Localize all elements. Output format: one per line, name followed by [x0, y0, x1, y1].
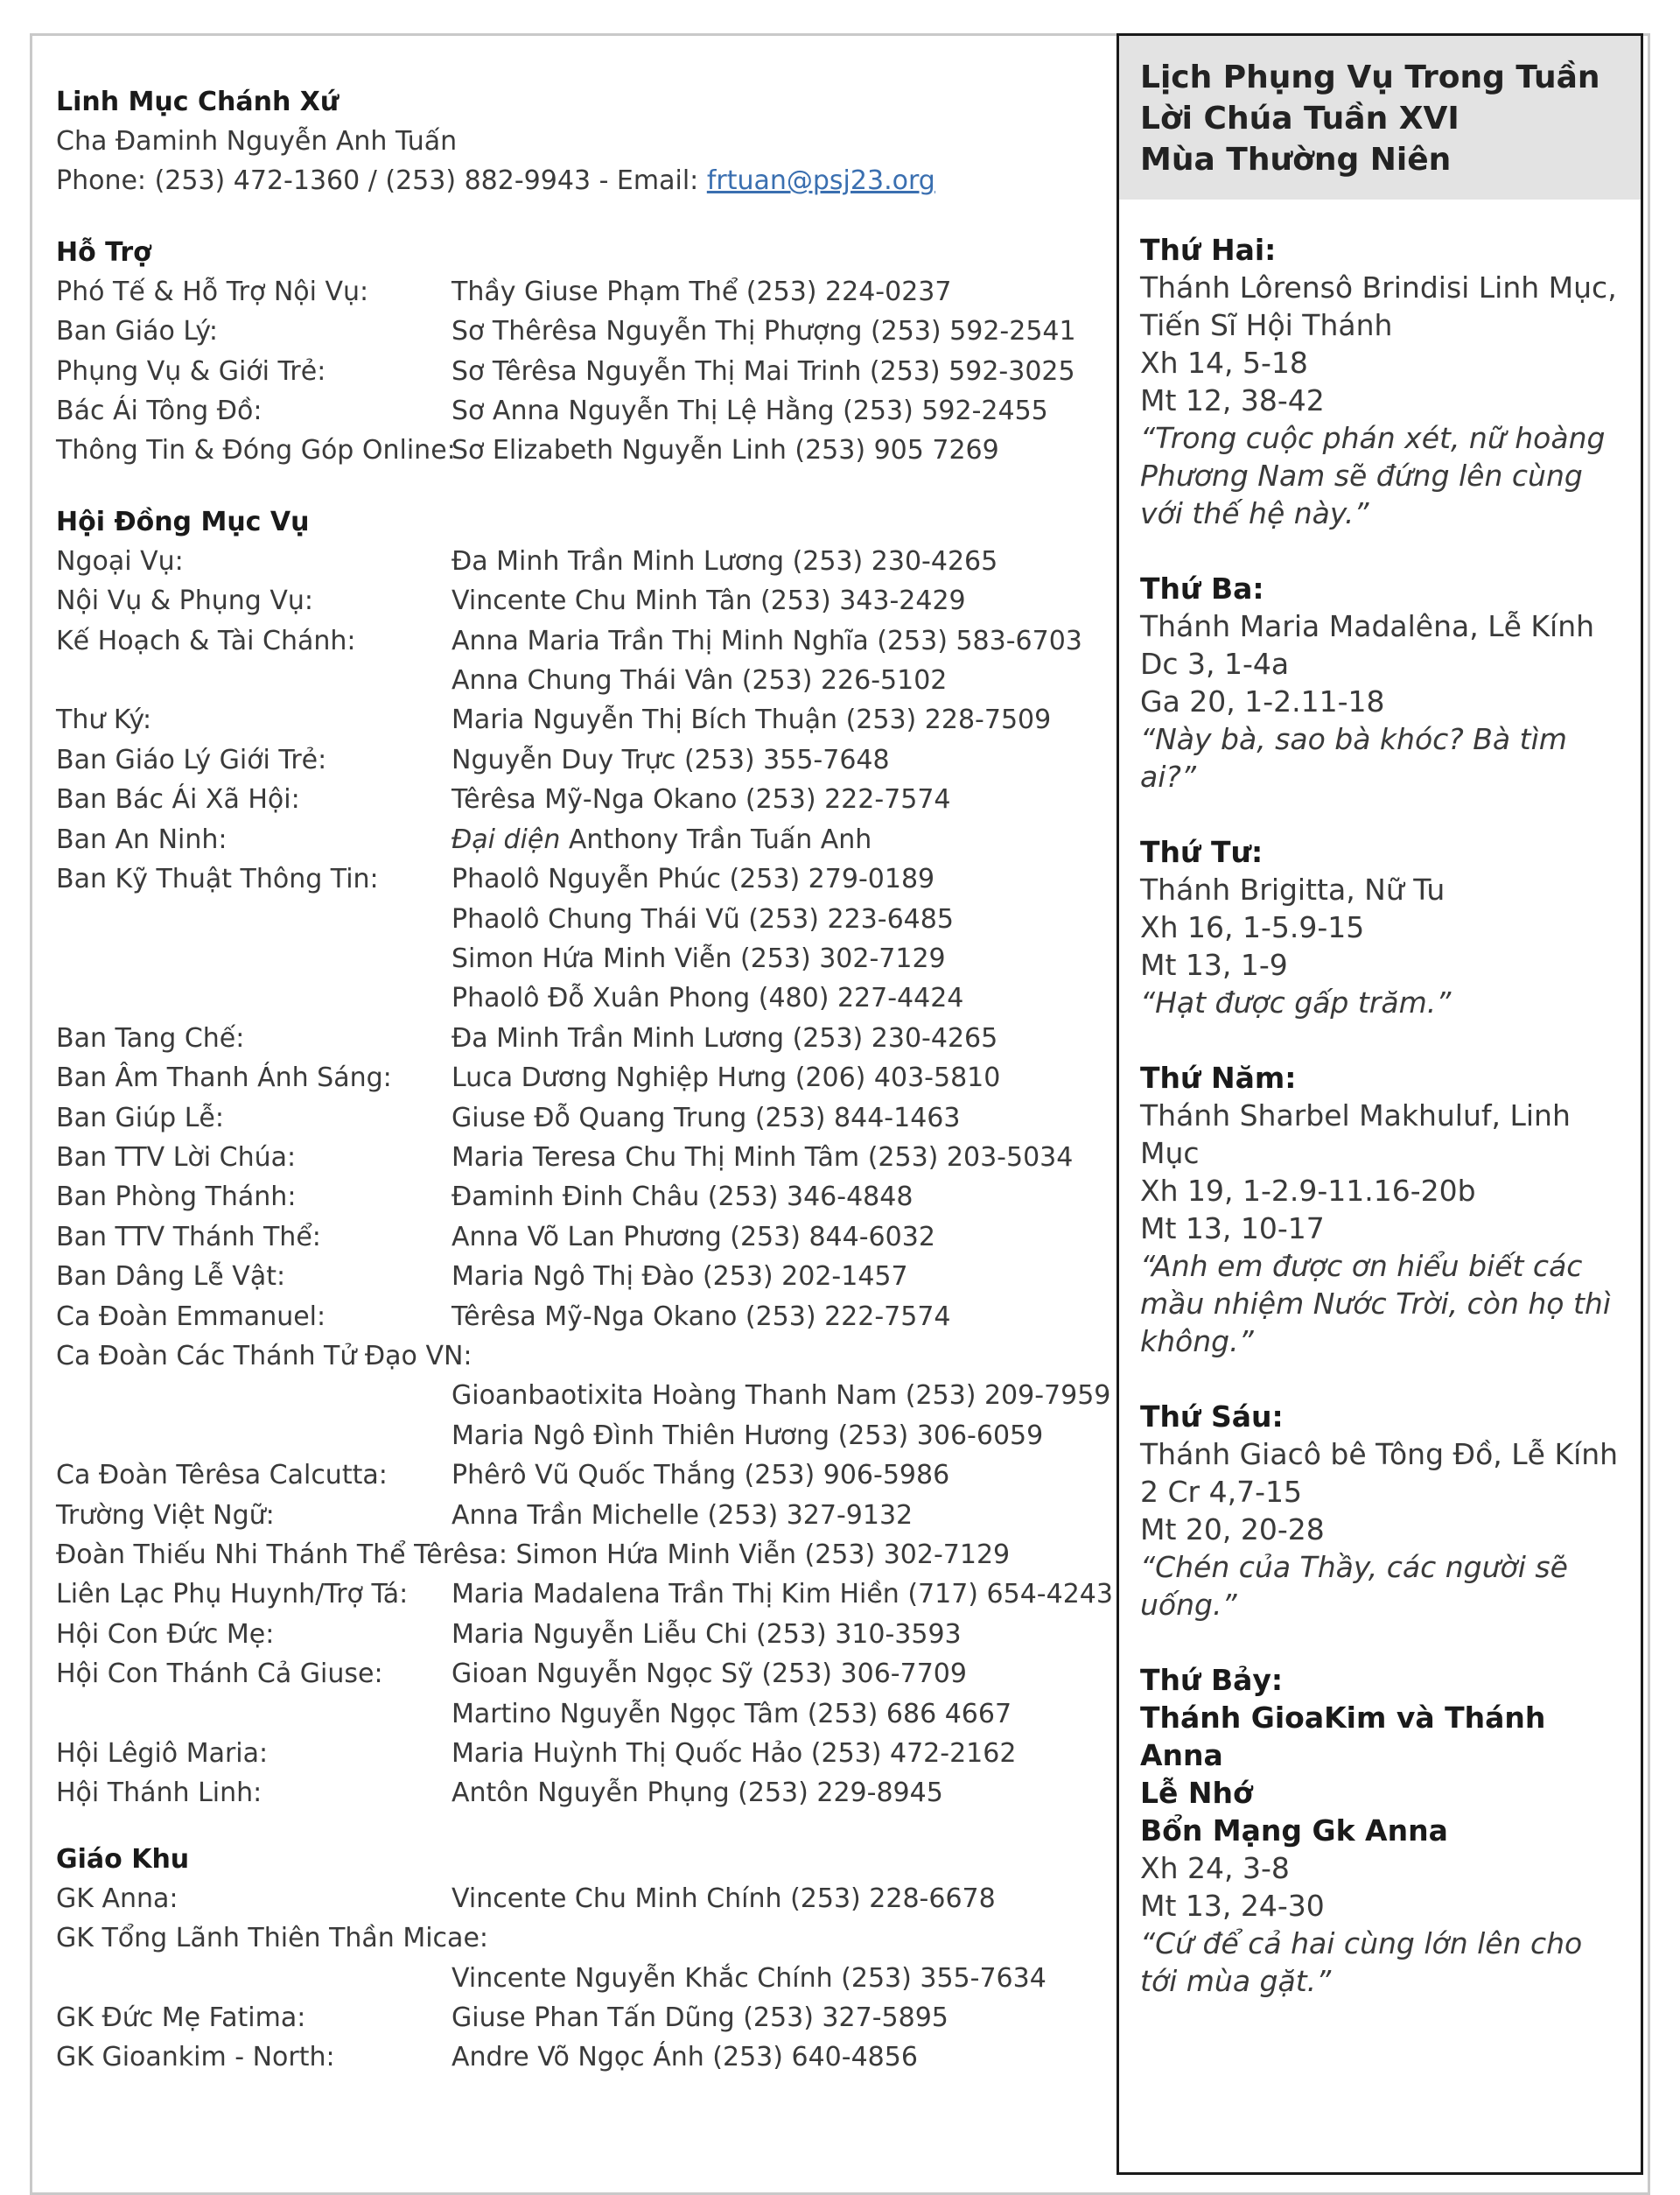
list-item	[56, 1416, 1088, 1455]
list-item	[56, 431, 1088, 470]
weekday-list	[1140, 231, 1620, 1623]
row-label	[56, 978, 452, 1018]
day-entry	[1140, 1059, 1620, 1360]
day-title: Thứ Sáu:	[1140, 1399, 1284, 1434]
choir-vn-label: Ca Đoàn Các Thánh Tử Đạo VN:	[56, 1340, 472, 1371]
list-item	[56, 1773, 1088, 1813]
list-item	[56, 581, 1088, 621]
row-value: Maria Ngô Thị Đào (253) 202-1457	[452, 1261, 908, 1293]
reading-line: Thánh Brigitta, Nữ Tu	[1140, 873, 1446, 907]
schedule-header	[1119, 36, 1641, 200]
support-list	[56, 272, 1088, 471]
gospel-quote: “Trong cuộc phán xét, nữ hoàng Phương Nam sẽ đứng lên cùng với thế hệ này.”	[1140, 421, 1606, 530]
row-label: Hội Con Thánh Cả Giuse:	[56, 1659, 383, 1690]
row-value: Thầy Giuse Phạm Thể (253) 224-0237	[452, 276, 952, 307]
reading-line: Mt 20, 20-28	[1140, 1512, 1325, 1546]
row-value: Gioan Nguyễn Ngọc Sỹ (253) 306-7709	[452, 1659, 967, 1690]
list-item	[56, 391, 1088, 431]
row-value: Sơ Têrêsa Nguyễn Thị Mai Trinh (253) 592-3025	[452, 355, 1075, 387]
row-label: Ban Dâng Lễ Vật:	[56, 1261, 286, 1293]
row-value: Giuse Đỗ Quang Trung (253) 844-1463	[452, 1102, 961, 1133]
row-label	[56, 661, 452, 700]
day-title: Thứ Bảy:	[1140, 1663, 1284, 1697]
row-value: Têrêsa Mỹ-Nga Okano (253) 222-7574	[452, 784, 951, 816]
reading-line: Thánh Giacô bê Tông Đồ, Lễ Kính	[1140, 1437, 1619, 1471]
row-value: Andre Võ Ngọc Ánh (253) 640-4856	[452, 2042, 918, 2073]
list-item	[56, 352, 1088, 391]
row-label: Ban Bác Ái Xã Hội:	[56, 784, 300, 816]
list-item	[56, 1496, 1088, 1535]
reading-line: Xh 19, 1-2.9-11.16-20b	[1140, 1174, 1476, 1208]
pastor-contact	[56, 161, 1088, 200]
row-value: Anna Trần Michelle (253) 327-9132	[452, 1499, 914, 1531]
reading-line: Xh 24, 3-8	[1140, 1851, 1290, 1885]
schedule-body	[1119, 200, 1641, 2000]
row-value: Martino Nguyễn Ngọc Tâm (253) 686 4667	[452, 1698, 1012, 1729]
row-value: Đaminh Đinh Châu (253) 346-4848	[452, 1182, 914, 1213]
reading-line: Ga 20, 1-2.11-18	[1140, 684, 1385, 719]
micae-value: Vincente Nguyễn Khắc Chính (253) 355-7634	[452, 1962, 1046, 1994]
list-item	[56, 1058, 1088, 1098]
row-value: Maria Teresa Chu Thị Minh Tâm (253) 203-5034	[452, 1141, 1074, 1173]
reading-line: Mt 13, 10-17	[1140, 1211, 1325, 1245]
reading-line: Mt 13, 24-30	[1140, 1889, 1325, 1923]
row-value: Giuse Phan Tấn Dũng (253) 327-5895	[452, 2002, 948, 2034]
reading-line: Thánh Maria Madalêna, Lễ Kính	[1140, 609, 1595, 643]
row-label: Hội Thánh Linh:	[56, 1778, 262, 1809]
row-label	[56, 1376, 452, 1415]
row-label	[56, 939, 452, 978]
row-label: Hội Con Đức Mẹ:	[56, 1618, 275, 1650]
row-value: Maria Ngô Đình Thiên Hương (253) 306-6059	[452, 1420, 1044, 1451]
day-entry	[1140, 1398, 1620, 1623]
list-item	[56, 621, 1088, 661]
reading-line: Tiến Sĩ Hội Thánh	[1140, 308, 1393, 342]
list-item	[56, 978, 1088, 1018]
list-item	[56, 272, 1088, 312]
list-item	[56, 1734, 1088, 1773]
day-title: Thứ Năm:	[1140, 1061, 1297, 1095]
list-item	[56, 1879, 1088, 1918]
council-list	[56, 542, 1088, 820]
list-item	[56, 661, 1088, 700]
list-item	[56, 1098, 1088, 1138]
list-item	[56, 1217, 1088, 1257]
list-item	[56, 1376, 1111, 1415]
gospel-quote: “Chén của Thầy, các người sẽ uống.”	[1140, 1550, 1568, 1622]
day-entry	[1140, 231, 1620, 532]
row-label: Ngoại Vụ:	[56, 545, 184, 577]
pastor-title: Linh Mục Chánh Xứ	[56, 87, 340, 117]
row-label: GK Anna:	[56, 1883, 178, 1914]
feast-line: Bổn Mạng Gk Anna	[1140, 1813, 1448, 1848]
list-item	[56, 740, 1088, 780]
row-value: Sơ Anna Nguyễn Thị Lệ Hằng (253) 592-2455	[452, 396, 1048, 427]
row-label: Ban Phòng Thánh:	[56, 1182, 297, 1213]
reading-line: Dc 3, 1-4a	[1140, 647, 1290, 681]
liturgy-schedule-panel	[1116, 33, 1643, 2175]
row-value: Nguyễn Duy Trực (253) 355-7648	[452, 744, 890, 775]
row-value: Maria Huỳnh Thị Quốc Hảo (253) 472-2162	[452, 1738, 1017, 1770]
pastor-phone: Phone: (253) 472-1360 / (253) 882-9943 - Email:	[56, 165, 707, 197]
row-value: Anna Võ Lan Phương (253) 844-6032	[452, 1221, 935, 1252]
pastor-name: Cha Đaminh Nguyễn Anh Tuấn	[56, 126, 458, 157]
list-item	[56, 939, 1088, 978]
row-label: Ban Kỹ Thuật Thông Tin:	[56, 864, 379, 895]
row-label: Ban Âm Thanh Ánh Sáng:	[56, 1062, 392, 1094]
row-label: Nội Vụ & Phụng Vụ:	[56, 586, 314, 617]
row-label: Ca Đoàn Têrêsa Calcutta:	[56, 1460, 388, 1491]
row-value: Anna Maria Trần Thị Minh Nghĩa (253) 583-6703	[452, 625, 1082, 656]
reading-line: Mt 12, 38-42	[1140, 383, 1325, 417]
list-item	[56, 1138, 1088, 1177]
row-label: Thư Ký:	[56, 705, 152, 736]
day-title: Thứ Ba:	[1140, 572, 1264, 606]
row-value: Vincente Chu Minh Tân (253) 343-2429	[452, 586, 966, 617]
district-list	[56, 1998, 1088, 2078]
row-label: Thông Tin & Đóng Góp Online:	[56, 435, 456, 466]
row-value: Maria Madalena Trần Thị Kim Hiền (717) 654-4243	[452, 1579, 1113, 1610]
gospel-quote: “Anh em được ơn hiểu biết các mầu nhiệm Nước Trời, còn họ thì không.”	[1140, 1249, 1611, 1358]
list-item	[56, 1257, 1088, 1296]
feast-line: Lễ Nhớ	[1140, 1776, 1253, 1810]
districts-title: Giáo Khu	[56, 1843, 190, 1875]
schedule-heading-line: Lời Chúa Tuần XVI	[1140, 101, 1460, 137]
row-value	[452, 820, 872, 859]
pastor-email-link[interactable]: frtuan@psj23.org	[706, 165, 935, 197]
list-item	[56, 1455, 1088, 1495]
reading-line: Xh 16, 1-5.9-15	[1140, 910, 1365, 944]
reading-line: Mt 13, 1-9	[1140, 948, 1288, 982]
schedule-heading-line: Mùa Thường Niên	[1140, 142, 1452, 178]
row-label: GK Đức Mẹ Fatima:	[56, 2002, 306, 2034]
list-item	[56, 1177, 1088, 1217]
row-label: Bác Ái Tông Đồ:	[56, 396, 262, 427]
list-item	[56, 780, 1088, 819]
row-label	[56, 1694, 452, 1734]
row-label: Ban Giáo Lý Giới Trẻ:	[56, 744, 327, 775]
gospel-quote: “Cứ để cả hai cùng lớn lên cho tới mùa gặt.”	[1140, 1926, 1583, 1998]
schedule-heading-line: Lịch Phụng Vụ Trong Tuần	[1140, 60, 1600, 95]
row-label: Ban An Ninh:	[56, 824, 228, 855]
row-label: Phó Tế & Hỗ Trợ Nội Vụ:	[56, 276, 369, 307]
list-item	[56, 1019, 1088, 1058]
day-saturday	[1140, 1661, 1620, 2000]
reading-line: Thánh Sharbel Makhuluf, Linh Mục	[1140, 1098, 1571, 1170]
security-name: Anthony Trần Tuấn Anh	[560, 824, 872, 855]
council-title: Hội Đồng Mục Vụ	[56, 506, 310, 537]
row-value: Simon Hứa Minh Viễn (253) 302-7129	[452, 943, 946, 974]
council-list-2	[56, 859, 1088, 1336]
row-value: Phaolô Nguyễn Phúc (253) 279-0189	[452, 864, 935, 895]
row-value: Sơ Thêrêsa Nguyễn Thị Phượng (253) 592-2541	[452, 316, 1076, 347]
list-item	[56, 820, 1088, 859]
list-item	[56, 1615, 1088, 1654]
list-item	[56, 700, 1088, 740]
gospel-quote: “Hạt được gấp trăm.”	[1140, 985, 1452, 1020]
row-value: Antôn Nguyễn Phụng (253) 229-8945	[452, 1778, 943, 1809]
row-label: Ban Tang Chế:	[56, 1022, 245, 1054]
tntt-line: Đoàn Thiếu Nhi Thánh Thể Têrêsa: Simon Hứa Minh Viễn (253) 302-7129	[56, 1539, 1011, 1570]
row-label: Ban TTV Thánh Thể:	[56, 1221, 321, 1252]
security-prefix: Đại diện	[452, 824, 561, 855]
support-title: Hỗ Trợ	[56, 236, 151, 268]
row-value: Vincente Chu Minh Chính (253) 228-6678	[452, 1883, 996, 1914]
council-list-3	[56, 1376, 1111, 1535]
row-label: Kế Hoạch & Tài Chánh:	[56, 625, 356, 656]
row-value: Đa Minh Trần Minh Lương (253) 230-4265	[452, 545, 998, 577]
row-label: Trường Việt Ngữ:	[56, 1499, 275, 1531]
row-label	[56, 1416, 452, 1455]
row-value: Têrêsa Mỹ-Nga Okano (253) 222-7574	[452, 1301, 951, 1332]
day-entry	[1140, 833, 1620, 1021]
list-item	[56, 859, 1088, 899]
feast-line: Thánh GioaKim và Thánh Anna	[1140, 1701, 1546, 1772]
row-value: Phaolô Đỗ Xuân Phong (480) 227-4424	[452, 983, 964, 1014]
list-item	[56, 312, 1088, 351]
row-value: Anna Chung Thái Vân (253) 226-5102	[452, 665, 948, 697]
list-item	[56, 1654, 1088, 1694]
row-label: Phụng Vụ & Giới Trẻ:	[56, 355, 326, 387]
list-item	[56, 1694, 1088, 1734]
row-label: Ban Giáo Lý:	[56, 316, 219, 347]
row-value: Maria Nguyễn Liễu Chi (253) 310-3593	[452, 1618, 962, 1650]
row-label: Ban TTV Lời Chúa:	[56, 1141, 297, 1173]
reading-line: Thánh Lôrensô Brindisi Linh Mục,	[1140, 270, 1617, 305]
list-item	[56, 1297, 1088, 1336]
row-label: Liên Lạc Phụ Huynh/Trợ Tá:	[56, 1579, 409, 1610]
row-label: Ban Giúp Lễ:	[56, 1102, 224, 1133]
council-list-4	[56, 1574, 1113, 1813]
row-label: Hội Lêgiô Maria:	[56, 1738, 269, 1770]
gospel-quote: “Này bà, sao bà khóc? Bà tìm ai?”	[1140, 722, 1567, 794]
day-title: Thứ Tư:	[1140, 835, 1264, 869]
reading-line: 2 Cr 4,7-15	[1140, 1475, 1302, 1509]
row-label: Ca Đoàn Emmanuel:	[56, 1301, 326, 1332]
micae-label: GK Tổng Lãnh Thiên Thần Micae:	[56, 1923, 489, 1954]
row-value: Luca Dương Nghiệp Hưng (206) 403-5810	[452, 1062, 1001, 1094]
list-item	[56, 1574, 1113, 1614]
row-label	[56, 900, 452, 939]
list-item	[56, 1998, 1088, 2037]
day-entry	[1140, 570, 1620, 796]
list-item	[56, 900, 1088, 939]
row-value: Maria Nguyễn Thị Bích Thuận (253) 228-7509	[452, 705, 1052, 736]
row-value: Đa Minh Trần Minh Lương (253) 230-4265	[452, 1022, 998, 1054]
day-title: Thứ Hai:	[1140, 233, 1277, 267]
row-value: Sơ Elizabeth Nguyễn Linh (253) 905 7269	[452, 435, 999, 466]
directory-column	[56, 82, 1113, 2078]
row-label: GK Gioankim - North:	[56, 2042, 335, 2073]
list-item	[56, 2037, 1088, 2077]
reading-line: Xh 14, 5-18	[1140, 346, 1308, 380]
list-item	[56, 542, 1088, 581]
row-value: Gioanbaotixita Hoàng Thanh Nam (253) 209-7959	[452, 1380, 1111, 1412]
row-value: Phaolô Chung Thái Vũ (253) 223-6485	[452, 903, 954, 935]
row-value: Phêrô Vũ Quốc Thắng (253) 906-5986	[452, 1460, 950, 1491]
